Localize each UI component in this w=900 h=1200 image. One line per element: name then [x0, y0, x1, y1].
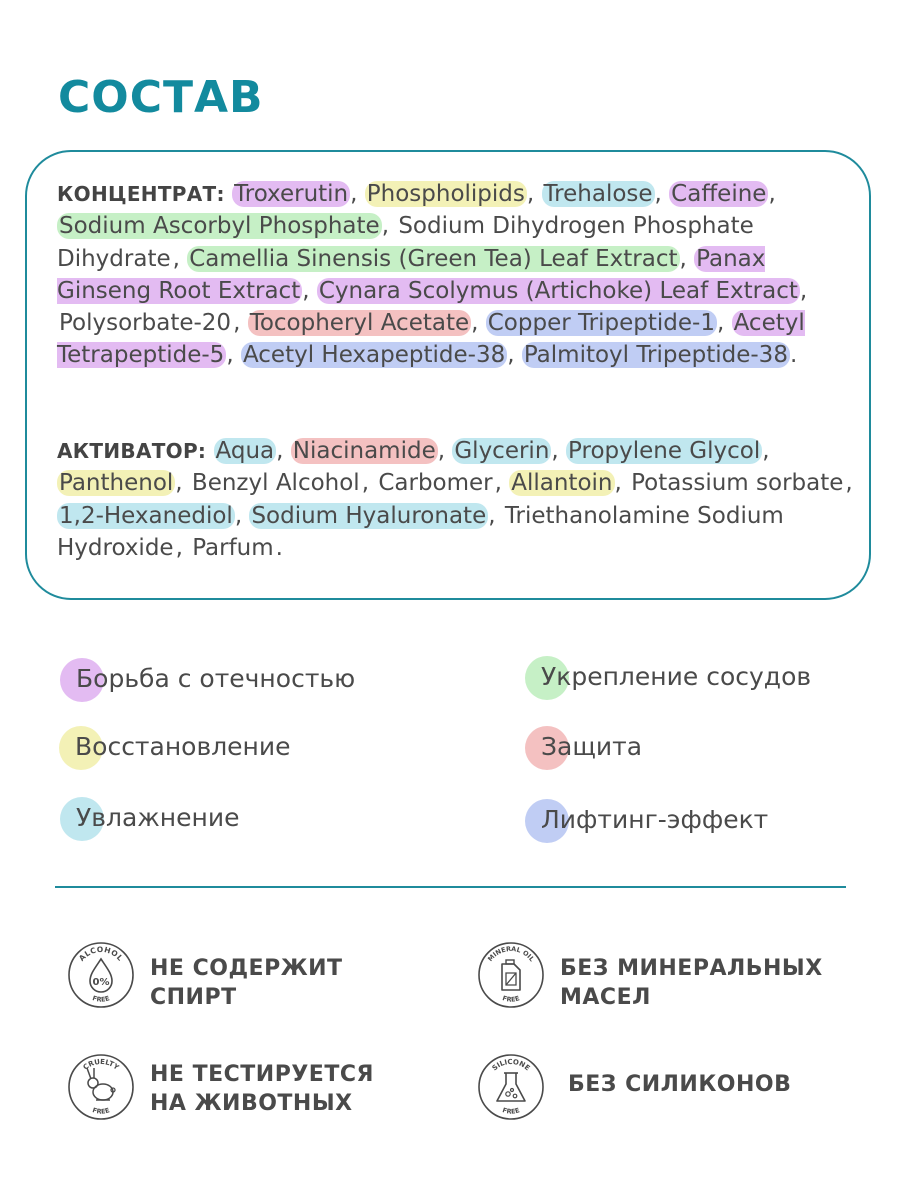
badge-ring-top: CRUELTY — [81, 1057, 121, 1072]
legend-label: Лифтинг-эффект — [541, 805, 769, 834]
activator-ingredient: Glycerin — [454, 438, 550, 464]
activator-ingredient: Parfum — [192, 534, 274, 561]
svg-text:FREE — [501, 994, 520, 1004]
concentrate-ingredient: Acetyl Tetrapeptide-5 — [57, 310, 805, 369]
concentrate-label: КОНЦЕНТРАТ: — [57, 182, 225, 206]
svg-text:FREE — [91, 994, 110, 1004]
badge-center-text: 0% — [92, 977, 110, 988]
svg-text:FREE — [91, 1106, 110, 1116]
cruelty-free-icon — [66, 1052, 136, 1122]
concentrate-ingredient: Palmitoyl Tripeptide-38 — [523, 342, 788, 369]
concentrate-ingredient: Sodium Ascorbyl Phosphate — [59, 213, 380, 240]
activator-ingredient: Niacinamide — [292, 438, 436, 464]
activator-ingredient: Propylene Glycol — [568, 438, 761, 464]
legend-label: Защита — [541, 732, 643, 761]
legend-label: Увлажнение — [76, 803, 240, 832]
badge-ring-bottom: FREE — [91, 1106, 111, 1116]
badge-line-1: НЕ СОДЕРЖИТ — [150, 956, 343, 981]
badge-line-2: МАСЕЛ — [560, 985, 651, 1010]
concentrate-ingredient: Tocopheryl Acetate — [249, 310, 470, 337]
activator-ingredient: Benzyl Alcohol — [191, 470, 360, 497]
concentrate-ingredient: Panax Ginseng Root Extract — [57, 245, 766, 304]
activator-ingredient: Sodium Hyaluronate — [251, 502, 487, 529]
activator-ingredient: Allantoin — [511, 470, 613, 497]
badge-line-1: НЕ ТЕСТИРУЕТСЯ — [150, 1062, 374, 1087]
legend-label: Борьба с отечностью — [76, 664, 356, 693]
activator-ingredient: Carbomer — [378, 470, 493, 497]
badge-ring-bottom: FREE — [501, 994, 521, 1004]
svg-text:SILICONE — [491, 1058, 532, 1073]
badge-ring-bottom: FREE — [91, 994, 111, 1004]
badge-ring-top: ALCOHOL — [77, 944, 126, 963]
svg-text:FREE — [501, 1106, 520, 1116]
badge-ring-top: SILICONE — [490, 1057, 532, 1073]
badge-line-2: НА ЖИВОТНЫХ — [150, 1091, 353, 1116]
badge-ring-bottom: FREE — [501, 1106, 521, 1116]
legend-label: Восстановление — [75, 732, 291, 761]
concentrate-ingredient: Phospholipids — [366, 181, 525, 207]
concentrate-ingredient: Troxerutin — [234, 181, 349, 207]
badge-line-1: БЕЗ СИЛИКОНОВ — [568, 1072, 792, 1097]
activator-label: АКТИВАТОР: — [57, 439, 207, 463]
activator-ingredient: Panthenol — [59, 470, 174, 497]
concentrate-ingredient: Caffeine — [671, 181, 767, 207]
activator-ingredient: Aqua — [215, 438, 275, 464]
badge-ring-top: MINERAL OIL — [486, 944, 536, 964]
badge-line-1: БЕЗ МИНЕРАЛЬНЫХ — [560, 956, 823, 981]
concentrate-ingredient: Sodium Dihydrogen Phosphate Dihydrate — [57, 213, 754, 272]
activator-ingredient: Triethanolamine Sodium Hydroxide — [57, 502, 784, 561]
section-divider — [55, 886, 846, 888]
legend-label: Укрепление сосудов — [541, 662, 812, 691]
mineral-oil-free-icon — [476, 940, 546, 1010]
activator-ingredient-list: Aqua, Niacinamide, Glycerin, Propylene Glycol, Panthenol, Benzyl Alcohol, Carbomer, Allantoin, Potassium sorbate, 1,2-Hexanediol, Sodium Hyaluronate, Triethanolamine Sodium Hydroxide, Parfum. — [57, 438, 853, 561]
alcohol-free-icon — [66, 940, 136, 1010]
silicone-free-icon — [476, 1052, 546, 1122]
activator-ingredient: Potassium sorbate — [631, 470, 844, 497]
concentrate-paragraph — [57, 178, 857, 372]
concentrate-ingredient: Trehalose — [543, 181, 653, 207]
concentrate-ingredient: Acetyl Hexapeptide-38 — [242, 342, 506, 369]
concentrate-ingredient: Polysorbate-20 — [59, 310, 232, 337]
page-title: СОСТАВ — [58, 72, 264, 123]
concentrate-ingredient: Copper Tripeptide-1 — [487, 310, 715, 337]
concentrate-ingredient: Cynara Scolymus (Artichoke) Leaf Extract — [318, 277, 798, 304]
concentrate-ingredient: Camellia Sinensis (Green Tea) Leaf Extract — [189, 245, 678, 272]
activator-paragraph — [57, 435, 857, 564]
badge-line-2: СПИРТ — [150, 985, 237, 1010]
activator-ingredient: 1,2-Hexanediol — [59, 502, 233, 529]
concentrate-ingredient-list: Troxerutin, Phospholipids, Trehalose, Caffeine, Sodium Ascorbyl Phosphate, Sodium Dihydrogen Phosphate Dihydrate, Camellia Sinensis (Green Tea) Leaf Extract, Panax Ginseng Root Extract, Cynara Scolymus (Artichoke) Leaf Extract, Polysorbate-20, Tocopheryl Acetate, Copper Tripeptide-1, Acetyl Tetrapeptide-5, Acetyl Hexapeptide-38, Palmitoyl Tripeptide-38. — [57, 181, 808, 369]
